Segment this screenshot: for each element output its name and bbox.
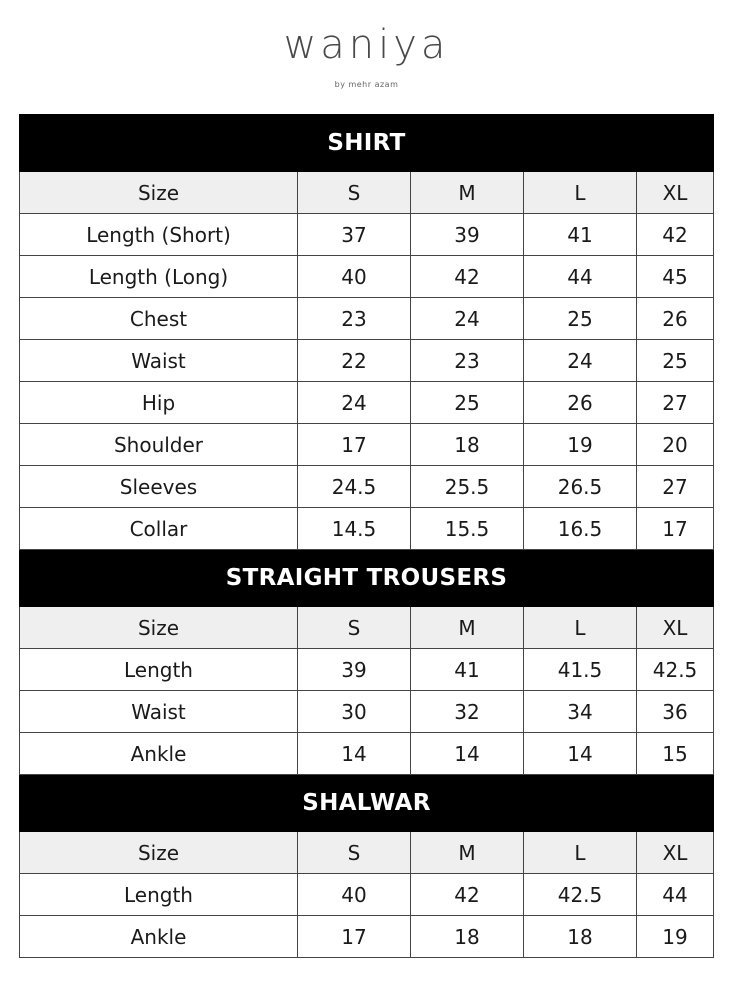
- size-column-header: S: [298, 607, 411, 649]
- size-column-header: M: [411, 607, 524, 649]
- measurement-value: 27: [637, 382, 714, 424]
- table-row: [20, 382, 714, 424]
- size-label-cell: Size: [20, 607, 298, 649]
- measurement-value: 18: [411, 424, 524, 466]
- measurement-value: 14.5: [298, 508, 411, 550]
- section-header-straight-trousers: [20, 550, 714, 607]
- measurement-value: 25: [524, 298, 637, 340]
- measurement-value: 18: [411, 916, 524, 958]
- measurement-value: 24: [298, 382, 411, 424]
- size-column-header: L: [524, 832, 637, 874]
- measurement-label: Length: [20, 649, 298, 691]
- section-title: STRAIGHT TROUSERS: [20, 550, 714, 607]
- section-header-shirt: [20, 115, 714, 172]
- section-header-shalwar: [20, 775, 714, 832]
- table-row: [20, 874, 714, 916]
- measurement-label: Chest: [20, 298, 298, 340]
- measurement-value: 23: [411, 340, 524, 382]
- measurement-value: 36: [637, 691, 714, 733]
- size-header-row: [20, 607, 714, 649]
- measurement-label: Length: [20, 874, 298, 916]
- measurement-value: 37: [298, 214, 411, 256]
- size-chart: [19, 114, 713, 958]
- measurement-value: 20: [637, 424, 714, 466]
- measurement-value: 30: [298, 691, 411, 733]
- size-column-header: S: [298, 832, 411, 874]
- measurement-label: Length (Long): [20, 256, 298, 298]
- measurement-label: Waist: [20, 691, 298, 733]
- measurement-value: 19: [637, 916, 714, 958]
- measurement-value: 22: [298, 340, 411, 382]
- measurement-value: 40: [298, 256, 411, 298]
- size-column-header: L: [524, 607, 637, 649]
- measurement-value: 14: [524, 733, 637, 775]
- table-row: [20, 466, 714, 508]
- measurement-value: 25.5: [411, 466, 524, 508]
- measurement-label: Sleeves: [20, 466, 298, 508]
- measurement-value: 23: [298, 298, 411, 340]
- measurement-value: 42.5: [524, 874, 637, 916]
- measurement-value: 39: [298, 649, 411, 691]
- measurement-value: 18: [524, 916, 637, 958]
- measurement-value: 42.5: [637, 649, 714, 691]
- measurement-value: 27: [637, 466, 714, 508]
- size-column-header: M: [411, 172, 524, 214]
- measurement-value: 14: [411, 733, 524, 775]
- table-row: [20, 649, 714, 691]
- size-column-header: M: [411, 832, 524, 874]
- size-label-cell: Size: [20, 172, 298, 214]
- brand-logo: [0, 0, 733, 112]
- measurement-value: 15: [637, 733, 714, 775]
- table-row: [20, 298, 714, 340]
- measurement-label: Ankle: [20, 916, 298, 958]
- measurement-value: 14: [298, 733, 411, 775]
- measurement-value: 42: [637, 214, 714, 256]
- measurement-value: 24: [524, 340, 637, 382]
- measurement-label: Ankle: [20, 733, 298, 775]
- table-row: [20, 691, 714, 733]
- measurement-value: 45: [637, 256, 714, 298]
- measurement-value: 17: [637, 508, 714, 550]
- size-header-row: [20, 172, 714, 214]
- size-chart-table: [19, 114, 714, 958]
- measurement-value: 16.5: [524, 508, 637, 550]
- measurement-value: 34: [524, 691, 637, 733]
- measurement-value: 32: [411, 691, 524, 733]
- size-column-header: XL: [637, 607, 714, 649]
- measurement-label: Hip: [20, 382, 298, 424]
- measurement-value: 17: [298, 916, 411, 958]
- table-row: [20, 424, 714, 466]
- table-row: [20, 916, 714, 958]
- table-row: [20, 256, 714, 298]
- size-column-header: S: [298, 172, 411, 214]
- brand-tagline: by mehr azam: [334, 80, 399, 89]
- measurement-value: 41.5: [524, 649, 637, 691]
- measurement-label: Waist: [20, 340, 298, 382]
- measurement-value: 26: [637, 298, 714, 340]
- measurement-value: 42: [411, 256, 524, 298]
- table-row: [20, 340, 714, 382]
- measurement-value: 25: [637, 340, 714, 382]
- measurement-value: 41: [524, 214, 637, 256]
- size-label-cell: Size: [20, 832, 298, 874]
- section-title: SHALWAR: [20, 775, 714, 832]
- measurement-label: Length (Short): [20, 214, 298, 256]
- size-column-header: XL: [637, 172, 714, 214]
- measurement-value: 26: [524, 382, 637, 424]
- measurement-label: Shoulder: [20, 424, 298, 466]
- size-header-row: [20, 832, 714, 874]
- measurement-value: 39: [411, 214, 524, 256]
- measurement-value: 40: [298, 874, 411, 916]
- measurement-value: 41: [411, 649, 524, 691]
- section-title: SHIRT: [20, 115, 714, 172]
- size-column-header: XL: [637, 832, 714, 874]
- measurement-value: 44: [524, 256, 637, 298]
- measurement-value: 19: [524, 424, 637, 466]
- measurement-value: 42: [411, 874, 524, 916]
- measurement-value: 15.5: [411, 508, 524, 550]
- measurement-value: 26.5: [524, 466, 637, 508]
- measurement-value: 17: [298, 424, 411, 466]
- measurement-value: 24.5: [298, 466, 411, 508]
- measurement-value: 24: [411, 298, 524, 340]
- brand-name: waniya: [283, 22, 450, 68]
- table-row: [20, 508, 714, 550]
- measurement-label: Collar: [20, 508, 298, 550]
- measurement-value: 44: [637, 874, 714, 916]
- table-row: [20, 733, 714, 775]
- size-column-header: L: [524, 172, 637, 214]
- measurement-value: 25: [411, 382, 524, 424]
- table-row: [20, 214, 714, 256]
